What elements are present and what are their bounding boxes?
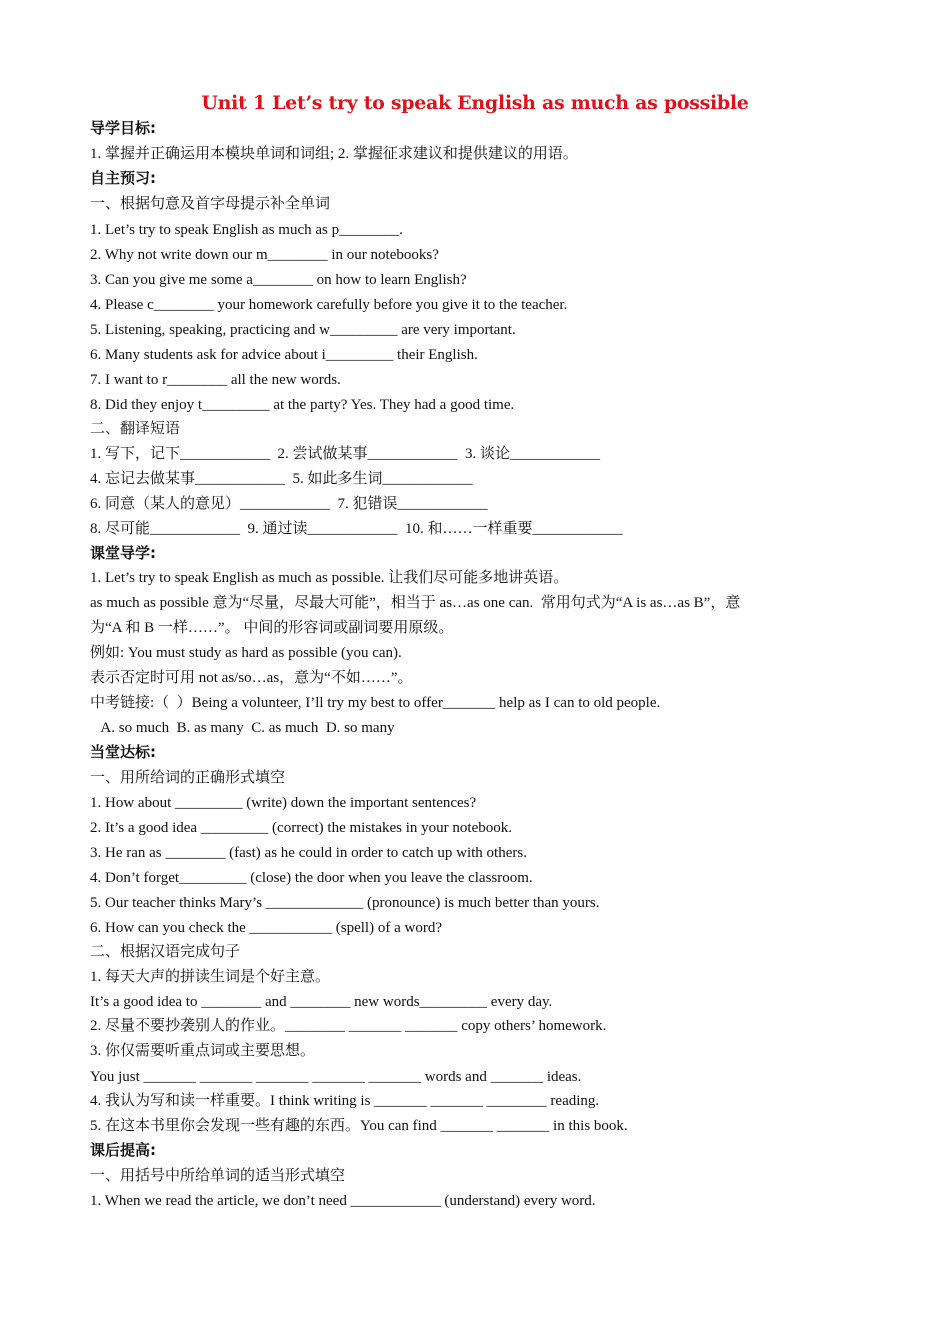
exercise-line: 4. Don’t forget_________ (close) the door when you leave the classroom. (90, 870, 533, 886)
section-heading-homework: 课后提高: (90, 1141, 156, 1159)
subheading-complete-sentences: 二、根据汉语完成句子 (90, 942, 241, 960)
exercise-line: 4. Please c________ your homework carefully before you give it to the teacher. (90, 297, 568, 313)
section-heading-practice: 当堂达标: (90, 743, 156, 761)
exercise-line: 6. How can you check the ___________ (spell) of a word? (90, 920, 442, 936)
exercise-line: 1. How about _________ (write) down the important sentences? (90, 795, 477, 811)
explanation-line: 1. Let’s try to speak English as much as possible. 让我们尽可能多地讲英语。 (90, 570, 569, 586)
objectives-text: 1. 掌握并正确运用本模块单词和词组; 2. 掌握征求建议和提供建议的用语。 (90, 146, 578, 162)
exercise-line: 3. 你仅需要听重点词或主要思想。 (90, 1043, 316, 1059)
subheading-bracket-forms: 一、用括号中所给单词的适当形式填空 (90, 1166, 346, 1184)
exercise-line: 7. I want to r________ all the new words. (90, 372, 341, 388)
exercise-line: You just _______ _______ _______ _______ _______ words and _______ ideas. (90, 1069, 582, 1085)
exercise-line: 5. 在这本书里你会发现一些有趣的东西。You can find _______ _______ in this book. (90, 1118, 628, 1134)
exercise-line: 1. 每天大声的拼读生词是个好主意。 (90, 969, 331, 985)
exercise-line: 6. 同意（某人的意见）____________ 7. 犯错误____________ (90, 496, 488, 512)
exercise-line: 2. Why not write down our m________ in our notebooks? (90, 247, 439, 263)
exercise-line: 4. 忘记去做某事____________ 5. 如此多生词____________ (90, 471, 473, 487)
exercise-line: It’s a good idea to ________ and ________ new words_________ every day. (90, 994, 553, 1010)
exercise-line: 8. 尽可能____________ 9. 通过读____________ 10. 和……一样重要____________ (90, 521, 623, 537)
exam-link-options: A. so much B. as many C. as much D. so many (90, 720, 395, 736)
exercise-line: 1. When we read the article, we don’t need ____________ (understand) every word. (90, 1193, 596, 1209)
section-heading-objectives: 导学目标: (90, 119, 156, 137)
exercise-line: 8. Did they enjoy t_________ at the party? Yes. They had a good time. (90, 397, 515, 413)
section-heading-preview: 自主预习: (90, 169, 156, 187)
subheading-translate: 二、翻译短语 (90, 419, 181, 437)
exercise-line: 5. Listening, speaking, practicing and w_________ are very important. (90, 322, 516, 338)
exercise-line: 3. He ran as ________ (fast) as he could in order to catch up with others. (90, 845, 527, 861)
exercise-line: 2. 尽量不要抄袭别人的作业。________ _______ _______ copy others’ homework. (90, 1018, 607, 1034)
exercise-line: 5. Our teacher thinks Mary’s _____________ (pronounce) is much better than yours. (90, 895, 600, 911)
subheading-fill-words: 一、根据句意及首字母提示补全单词 (90, 194, 331, 212)
exercise-line: 1. 写下，记下____________ 2. 尝试做某事____________ 3. 谈论____________ (90, 446, 601, 462)
explanation-line: 表示否定时可用 not as/so…as，意为“不如……”。 (90, 670, 413, 686)
page-title: Unit 1 Let’s try to speak English as much as possible (201, 92, 749, 114)
exercise-line: 4. 我认为写和读一样重要。I think writing is _______ _______ ________ reading. (90, 1093, 600, 1109)
explanation-line: as much as possible 意为“尽量，尽最大可能”，相当于 as…as one can. 常用句式为“A is as…as B”，意 (90, 595, 741, 611)
exercise-line: 3. Can you give me some a________ on how to learn English? (90, 272, 467, 288)
explanation-line: 为“A 和 B 一样……”。 中间的形容词或副词要用原级。 (90, 620, 454, 636)
subheading-word-forms: 一、用所给词的正确形式填空 (90, 768, 286, 786)
exercise-line: 6. Many students ask for advice about i_________ their English. (90, 347, 478, 363)
exercise-line: 1. Let’s try to speak English as much as p________. (90, 222, 403, 238)
exam-link-question: 中考链接:（ ）Being a volunteer, I’ll try my best to offer_______ help as I can to old people. (90, 695, 661, 711)
section-heading-classroom: 课堂导学: (90, 544, 156, 562)
exercise-line: 2. It’s a good idea _________ (correct) the mistakes in your notebook. (90, 820, 512, 836)
explanation-line: 例如: You must study as hard as possible (you can). (90, 645, 402, 661)
